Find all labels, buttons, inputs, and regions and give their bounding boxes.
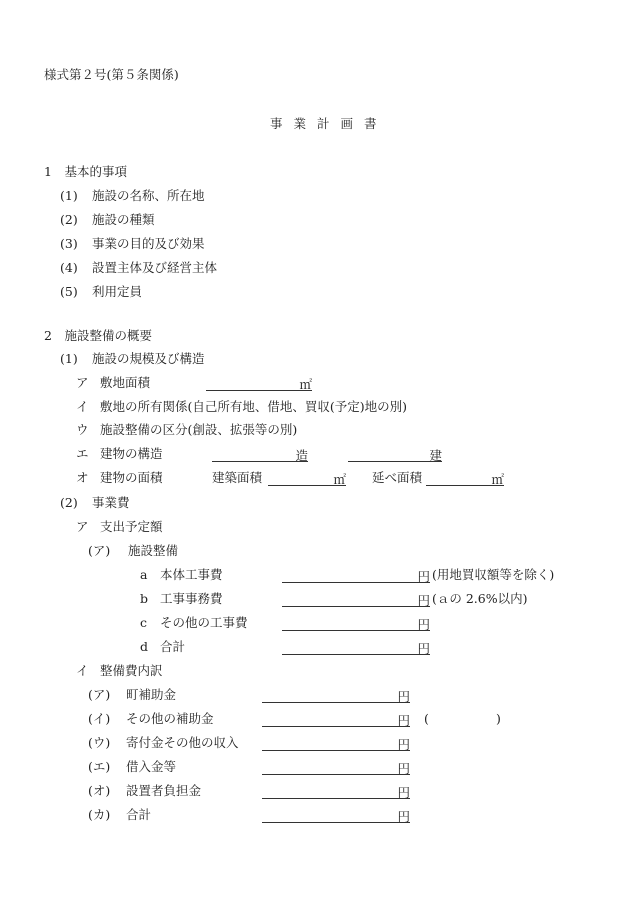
section1-heading: 1 基本的事項 xyxy=(44,164,127,179)
cost-unit: 円 xyxy=(417,641,430,656)
facility-category-label: 施設整備の区分(創設、拡張等の別) xyxy=(100,422,298,437)
floors-suffix: 建 xyxy=(429,448,442,463)
funding-unit: 円 xyxy=(397,785,410,800)
funding-num: (オ) xyxy=(88,783,111,798)
funding-label: 町補助金 xyxy=(126,687,177,702)
funding-label: 合計 xyxy=(126,807,152,822)
structure-type-field[interactable] xyxy=(212,446,308,462)
funding-label: 設置者負担金 xyxy=(126,783,202,798)
cost-label: 工事事務費 xyxy=(160,591,223,606)
town-subsidy-field[interactable] xyxy=(262,687,410,703)
building-footprint-field[interactable] xyxy=(268,470,346,486)
funding-total-field[interactable] xyxy=(262,807,410,823)
funding-label: 寄付金その他の収入 xyxy=(126,735,239,750)
funding-unit: 円 xyxy=(397,689,410,704)
other-construction-cost-field[interactable] xyxy=(282,615,430,631)
total-floor-area-unit: ㎡ xyxy=(491,472,504,487)
funding-unit: 円 xyxy=(397,713,410,728)
cost-unit: 円 xyxy=(417,593,430,608)
facility-category-kana: ウ xyxy=(76,422,89,437)
funding-breakdown-label: 整備費内訳 xyxy=(100,663,163,678)
cost-note: (ａの 2.6%以内) xyxy=(432,591,528,606)
building-structure-label: 建物の構造 xyxy=(100,446,163,461)
building-area-label: 建物の面積 xyxy=(100,470,163,485)
funding-num: (カ) xyxy=(88,807,111,822)
close-paren: ) xyxy=(496,711,501,726)
donation-income-field[interactable] xyxy=(262,735,410,751)
open-paren: ( xyxy=(424,711,429,726)
cost-unit: 円 xyxy=(417,617,430,632)
site-area-label: 敷地面積 xyxy=(100,375,151,390)
funding-breakdown-kana: イ xyxy=(76,663,89,678)
site-ownership-label: 敷地の所有関係(自己所有地、借地、買収(予定)地の別) xyxy=(100,399,408,414)
funding-label: その他の補助金 xyxy=(126,711,214,726)
section1-item-num: (3) xyxy=(60,236,78,251)
facility-group-label: 施設整備 xyxy=(128,543,179,558)
cost-letter: a xyxy=(140,567,148,582)
site-area-kana: ア xyxy=(76,375,89,390)
sub2-label: 事業費 xyxy=(92,495,130,510)
section2-heading: 2 施設整備の概要 xyxy=(44,328,152,343)
cost-label: その他の工事費 xyxy=(160,615,248,630)
cost-unit: 円 xyxy=(417,569,430,584)
cost-note: (用地買収額等を除く) xyxy=(432,567,555,582)
section1-item-num: (2) xyxy=(60,212,78,227)
sub1-label: 施設の規模及び構造 xyxy=(92,351,205,366)
main-construction-cost-field[interactable] xyxy=(282,567,430,583)
site-ownership-kana: イ xyxy=(76,399,89,414)
site-area-field[interactable] xyxy=(206,375,312,391)
expenditure-total-field[interactable] xyxy=(282,639,430,655)
structure-suffix: 造 xyxy=(295,448,308,463)
floors-field[interactable] xyxy=(348,446,442,462)
funding-unit: 円 xyxy=(397,809,410,824)
section1-item-num: (5) xyxy=(60,284,78,299)
cost-label: 合計 xyxy=(160,639,186,654)
funding-unit: 円 xyxy=(397,737,410,752)
section1-item-num: (1) xyxy=(60,188,78,203)
sub2-num: (2) xyxy=(60,495,78,510)
planned-expenditure-kana: ア xyxy=(76,519,89,534)
cost-letter: c xyxy=(140,615,148,630)
funding-label: 借入金等 xyxy=(126,759,177,774)
loan-field[interactable] xyxy=(262,759,410,775)
section1-item-label: 利用定員 xyxy=(92,284,143,299)
total-floor-area-field[interactable] xyxy=(426,470,504,486)
section1-item-label: 施設の種類 xyxy=(92,212,155,227)
cost-label: 本体工事費 xyxy=(160,567,223,582)
site-area-unit: ㎡ xyxy=(299,377,312,392)
facility-group-num: (ア) xyxy=(88,543,111,558)
sub1-num: (1) xyxy=(60,351,78,366)
section1-item-label: 設置主体及び経営主体 xyxy=(92,260,218,275)
page-title: 事業計画書 xyxy=(270,116,388,131)
form-number: 様式第２号(第５条関係) xyxy=(44,67,179,82)
funding-num: (イ) xyxy=(88,711,111,726)
building-footprint-label: 建築面積 xyxy=(212,470,263,485)
building-footprint-unit: ㎡ xyxy=(333,472,346,487)
section1-item-label: 事業の目的及び効果 xyxy=(92,236,205,251)
planned-expenditure-label: 支出予定額 xyxy=(100,519,163,534)
section1-item-num: (4) xyxy=(60,260,78,275)
section1-item-label: 施設の名称、所在地 xyxy=(92,188,205,203)
other-subsidy-field[interactable] xyxy=(262,711,410,727)
funding-num: (エ) xyxy=(88,759,111,774)
building-structure-kana: エ xyxy=(76,446,89,461)
founder-contribution-field[interactable] xyxy=(262,783,410,799)
funding-num: (ウ) xyxy=(88,735,111,750)
funding-unit: 円 xyxy=(397,761,410,776)
cost-letter: d xyxy=(140,639,149,654)
cost-letter: b xyxy=(140,591,149,606)
building-area-kana: オ xyxy=(76,470,89,485)
funding-num: (ア) xyxy=(88,687,111,702)
admin-cost-field[interactable] xyxy=(282,591,430,607)
total-floor-area-label: 延べ面積 xyxy=(372,470,423,485)
